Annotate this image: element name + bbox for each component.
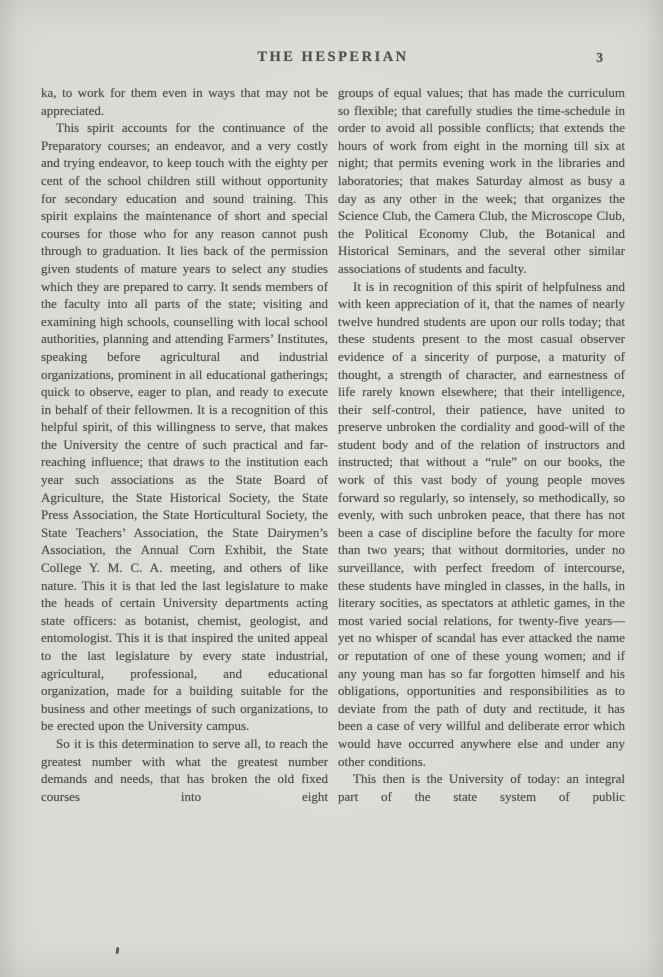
text-columns <box>41 84 625 805</box>
column-right <box>338 84 625 805</box>
column-left <box>41 84 328 805</box>
paragraph: This then is the University of today: an integral part of the state system of public <box>338 771 625 804</box>
page-header <box>41 49 625 69</box>
paragraph: groups of equal values; that has made the curriculum so flexible; that carefully studies the time-schedule in order to avoid all possible conflicts; that extends the hours of work from eight in the morning till six at night; that permits evening work in the libraries and laboratories; that makes Saturday almost as busy a day as any other in the week; that organizes the Science Club, the Camera Club, the Microscope Club, the Political Economy Club, the Botanical and Historical Seminars, and the several other similar associations of students and faculty. <box>338 85 625 276</box>
ink-speck-artifact <box>116 947 120 954</box>
paragraph: ka, to work for them even in ways that may not be appreciated. <box>41 85 328 118</box>
paragraph: This spirit accounts for the continuance of the Preparatory courses; an endeavor, and a very costly and trying endeavor, to keep touch with the eighty per cent of the school children still without opportunity for secondary education and sound training. This spirit explains the maintenance of short and special courses for those who for any reason cannot push through to graduation. It lies back of the permission given students of mature years to select any studies which they are prepared to carry. It sends members of the faculty into all parts of the state; visiting and examining high schools, counselling with local school authorities, planning and attending Farmers’ Institutes, speaking before agricultural and industrial organizations, prominent in all educational gatherings; quick to observe, eager to plan, and ready to execute in behalf of their fellowmen. It is a recognition of this helpful spirit, of this willingness to serve, that makes the University the centre of such practical and far-reaching influence; that draws to the institution each year such associations as the State Board of Agriculture, the State Historical Society, the State Press Association, the State Horticultural Society, the State Teachers’ Association, the State Dairymen’s Association, the Annual Corn Exhibit, the State College Y. M. C. A. meeting, and others of like nature. This it is that led the last legislature to make the heads of certain University departments acting state officers: as botanist, chemist, geologist, and entomologist. This it is that inspired the united appeal to the last legislature by every state industrial, agricultural, professional, and educational organization, made for a building suitable for the business and other meetings of such organizations, to be erected upon the University campus. <box>41 120 328 734</box>
page-title: THE HESPERIAN <box>257 49 409 65</box>
paragraph: So it is this determination to serve all, to reach the greatest number with what the greatest number demands and needs, that has broken the old fixed courses into eight <box>41 735 328 804</box>
page-number: 3 <box>596 50 603 65</box>
paragraph: It is in recognition of this spirit of helpfulness and with keen appreciation of it, that the names of nearly twelve hundred students are upon our rolls today; that these students present to the most casual observer evidence of a sincerity of purpose, a maturity of thought, a strength of character, and earnestness of life rarely known elsewhere; that their intelligence, their self-control, their patience, have united to preserve unbroken the cordiality and good-will of the student body and of the relation of instructors and instructed; that without a “rule” on our books, the work of this vast body of young people moves forward so regularly, so intensely, so methodically, so evenly, with such unbroken peace, that there has not been a case of discipline before the faculty for more than two years; that without dormitories, under no surveillance, with perfect freedom of intercourse, these students have mingled in classes, in the halls, in literary socities, as spectators at athletic games, in the most varied social relations, for twenty-five years—yet no whisper of scandal has ever attacked the name or reputation of one of these young women; and if any young man has so far forgotten himself and his obligations, opportunities and responsibilities as to deviate from the path of duty and rectitude, it has been a case of very willful and deliberate error which would have occurred anywhere else and under any other conditions. <box>338 278 625 769</box>
